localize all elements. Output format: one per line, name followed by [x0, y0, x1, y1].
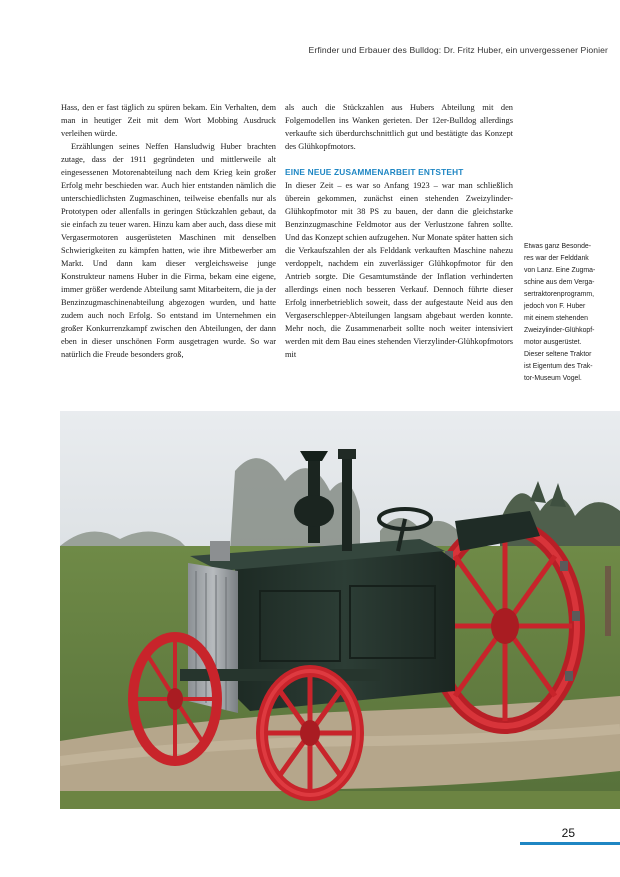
caption-line: res war der Felddank — [524, 255, 589, 262]
caption-line: Etwas ganz Besonde- — [524, 243, 592, 250]
paragraph: Erzählungen seines Neffen Hansludwig Huber brachten zutage, dass der 1911 gegründeten und mittlerweile alt eingesessenen Motorenabteilung nach dem Krieg kein großer Erfolg mehr beschieden war. Auch hier entstanden nämlich die unterschiedlichsten Zugmaschinen, teilweise ebenfalls nur als Prototypen oder allenfalls in geringen Stückzahlen gebaut, da sie einfach zu teuer waren. Hinzu kam aber auch, dass diese mit Vergasermotoren ausgerüsteten Maschinen mit denselben Schwierigkeiten zu kämpfen hatten, wie ihre Mitbewerber am Markt. Und dann kam dieser vergleichsweise junge Konstrukteur namens Huber in die Firma, bekam eine eigene, immer größer werdende Abteilung samt Mitarbeitern, die ja der Benzinzugmaschinenabteilung abgezogen wurden, und hatte zudem auch noch Erfolg. So entstand im Unternehmen ein großer Konkurrenzkampf zwischen den Abteilungen, der dann eben in dieser unschönen Form ausgetragen wurde. So war natürlich die Freude besonders groß, — [61, 142, 276, 359]
paragraph: Hass, den er fast täglich zu spüren bekam. Ein Verhalten, dem man in heutiger Zeit mit dem Wort Mobbing Ausdruck verleihen würde. — [61, 103, 276, 138]
caption-line: schine aus dem Verga- — [524, 279, 595, 286]
text-column-left — [61, 101, 276, 361]
paragraph: als auch die Stückzahlen aus Hubers Abteilung mit den Folgemodellen ins Wanken gerieten. Der 12er-Bulldog allerdings verkaufte sich überdurchschnittlich gut und bestätigte das Konzept des Glühkopfmotors. — [285, 103, 513, 151]
caption-line: Dieser seltene Traktor — [524, 351, 592, 358]
running-header: Erfinder und Erbauer des Bulldog: Dr. Fritz Huber, ein unvergessener Pionier — [308, 45, 608, 55]
page-number-rule — [520, 842, 620, 845]
caption-line: Zweizylinder-Glühkopf- — [524, 327, 595, 334]
caption-line: sertraktorenprogramm, — [524, 291, 595, 298]
section-heading: EINE NEUE ZUSAMMENARBEIT ENTSTEHT — [285, 167, 464, 177]
caption-line: ist Eigentum des Trak- — [524, 363, 593, 370]
front-wheel-front — [262, 671, 358, 795]
caption-line: von Lanz. Eine Zugma- — [524, 267, 596, 274]
caption-line: mit einem stehenden — [524, 315, 588, 322]
tractor-photo — [60, 411, 620, 809]
tractor-illustration — [60, 411, 620, 809]
page-number: 25 — [561, 826, 575, 840]
text-column-right — [285, 101, 513, 361]
paragraph: In dieser Zeit – es war so Anfang 1923 – war man schließlich überein gekommen, zunächst einen stehenden Zweizylinder-Glühkopfmotor mit 38 PS zu bauen, der dann die gleichstarke Benzinzugmaschine Feldmotor aus der Verlustzone fahren sollte. Und das Konzept schien aufzugehen. Nur Monate später hatten sich die Verkaufszahlen der als Felddank verkauften Maschine nahezu verdoppelt, nachdem ein zuverlässiger Glühkopfmotor für den Antrieb sorgte. Die Gesamtumstände der Inflation verhinderten allerdings einen noch besseren Verkauf. Dennoch führte dieser Erfolg innerbetrieblich soweit, dass der aufgestaute Neid aus den Vergaserschlepper-Abteilungen langsam abgebaut werden konnte. Mehr noch, die Zusammenarbeit sollte noch weiter intensiviert werden mit dem Bau eines stehenden Vierzylinder-Glühkopfmotors mit — [285, 181, 513, 359]
caption-line: tor-Museum Vogel. — [524, 375, 582, 382]
caption-line: jedoch von F. Huber — [524, 303, 586, 310]
caption-line: motor ausgerüstet. — [524, 339, 582, 346]
front-wheel-rear — [133, 637, 217, 761]
image-caption — [524, 241, 608, 385]
